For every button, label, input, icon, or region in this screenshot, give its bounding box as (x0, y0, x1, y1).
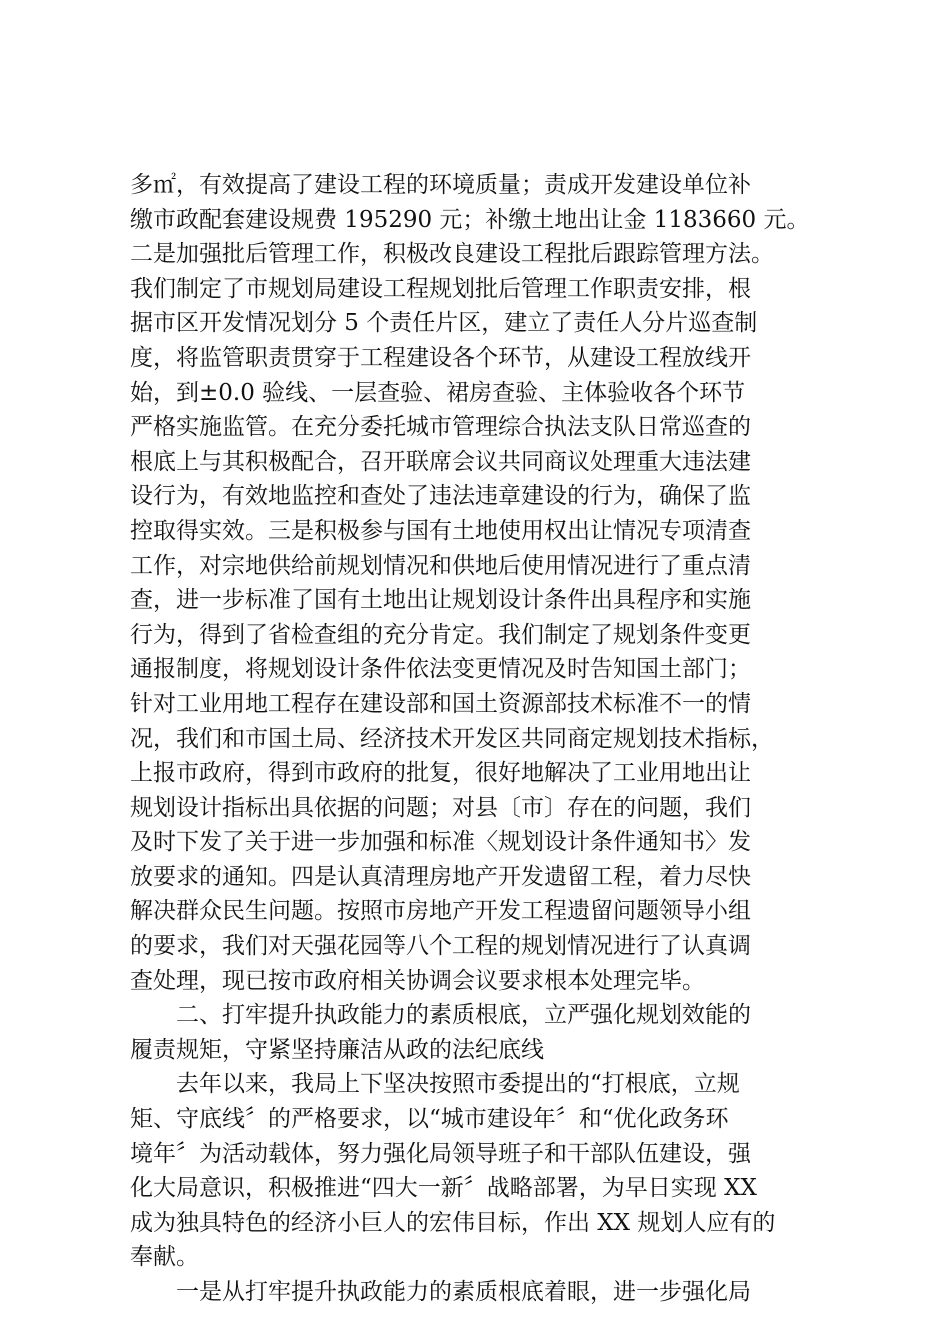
text-line: 度，将监管职责贯穿于工程建设各个环节，从建设工程放线开 (130, 344, 751, 371)
text-line: 二是加强批后管理工作，积极改良建设工程批后跟踪管理方法。 (130, 241, 774, 268)
text-line: 始，到±0.0 验线、一层查验、裙房查验、主体验收各个环节 (130, 379, 746, 406)
text-line: 的要求，我们对天强花园等八个工程的规划情况进行了认真调 (130, 933, 751, 960)
text-line: 况，我们和市国土局、经济技术开发区共同商定规划技术指标， (130, 725, 774, 752)
text-line: 查处理，现已按市政府相关协调会议要求根本处理完毕。 (130, 967, 705, 994)
text-line: 境年〞为活动载体，努力强化局领导班子和干部队伍建设，强 (130, 1140, 751, 1167)
text-line: 多㎡，有效提高了建设工程的环境质量；责成开发建设单位补 (130, 172, 751, 198)
section-heading-line: 履责规矩，守紧坚持廉洁从政的法纪底线 (130, 1036, 544, 1063)
text-line: 工作，对宗地供给前规划情况和供地后使用情况进行了重点清 (130, 552, 751, 579)
text-line: 根底上与其积极配合，召开联席会议共同商议处理重大违法建 (130, 448, 751, 475)
text-line: 规划设计指标出具依据的问题；对县〔市〕存在的问题，我们 (130, 794, 751, 821)
text-line: 据市区开发情况划分 5 个责任片区，建立了责任人分片巡查制 (130, 310, 758, 337)
text-line: 及时下发了关于进一步加强和标准〈规划设计条件通知书〉发 (130, 829, 751, 856)
text-line: 严格实施监管。在充分委托城市管理综合执法支队日常巡查的 (130, 414, 751, 441)
section-heading-line: 二、打牢提升执政能力的素质根底，立严强化规划效能的 (176, 1002, 751, 1029)
text-line: 矩、守底线〞的严格要求，以“城市建设年〞和“优化政务环 (130, 1106, 729, 1133)
text-line: 放要求的通知。四是认真清理房地产开发遗留工程，着力尽快 (130, 863, 751, 890)
text-line: 一是从打牢提升执政能力的素质根底着眼，进一步强化局 (176, 1279, 751, 1305)
text-line: 上报市政府，得到市政府的批复，很好地解决了工业用地出让 (130, 760, 751, 787)
text-line: 控取得实效。三是积极参与国有土地使用权出让情况专项清查 (130, 517, 751, 544)
text-line: 解决群众民生问题。按照市房地产开发工程遗留问题领导小组 (130, 898, 751, 925)
text-line: 针对工业用地工程存在建设部和国土资源部技术标准不一的情 (130, 690, 751, 717)
text-line: 行为，得到了省检查组的充分肯定。我们制定了规划条件变更 (130, 621, 751, 648)
text-line: 我们制定了市规划局建设工程规划批后管理工作职责安排，根 (130, 275, 751, 302)
text-line: 去年以来，我局上下坚决按照市委提出的“打根底，立规 (176, 1071, 740, 1098)
text-line: 化大局意识，积极推进“四大一新〞战略部署，为早日实现 XX (130, 1175, 757, 1202)
text-line: 通报制度，将规划设计条件依法变更情况及时告知国土部门； (130, 656, 751, 683)
text-line: 成为独具特色的经济小巨人的宏伟目标，作出 XX 规划人应有的 (130, 1209, 776, 1236)
text-line: 缴市政配套建设规费 195290 元；补缴土地出让金 1183660 元。 (130, 206, 810, 233)
text-line: 查，进一步标准了国有土地出让规划设计条件出具程序和实施 (130, 587, 751, 614)
text-line: 设行为，有效地监控和查处了违法违章建设的行为，确保了监 (130, 483, 751, 510)
text-line: 奉献。 (130, 1244, 199, 1271)
body-text (130, 168, 830, 1310)
